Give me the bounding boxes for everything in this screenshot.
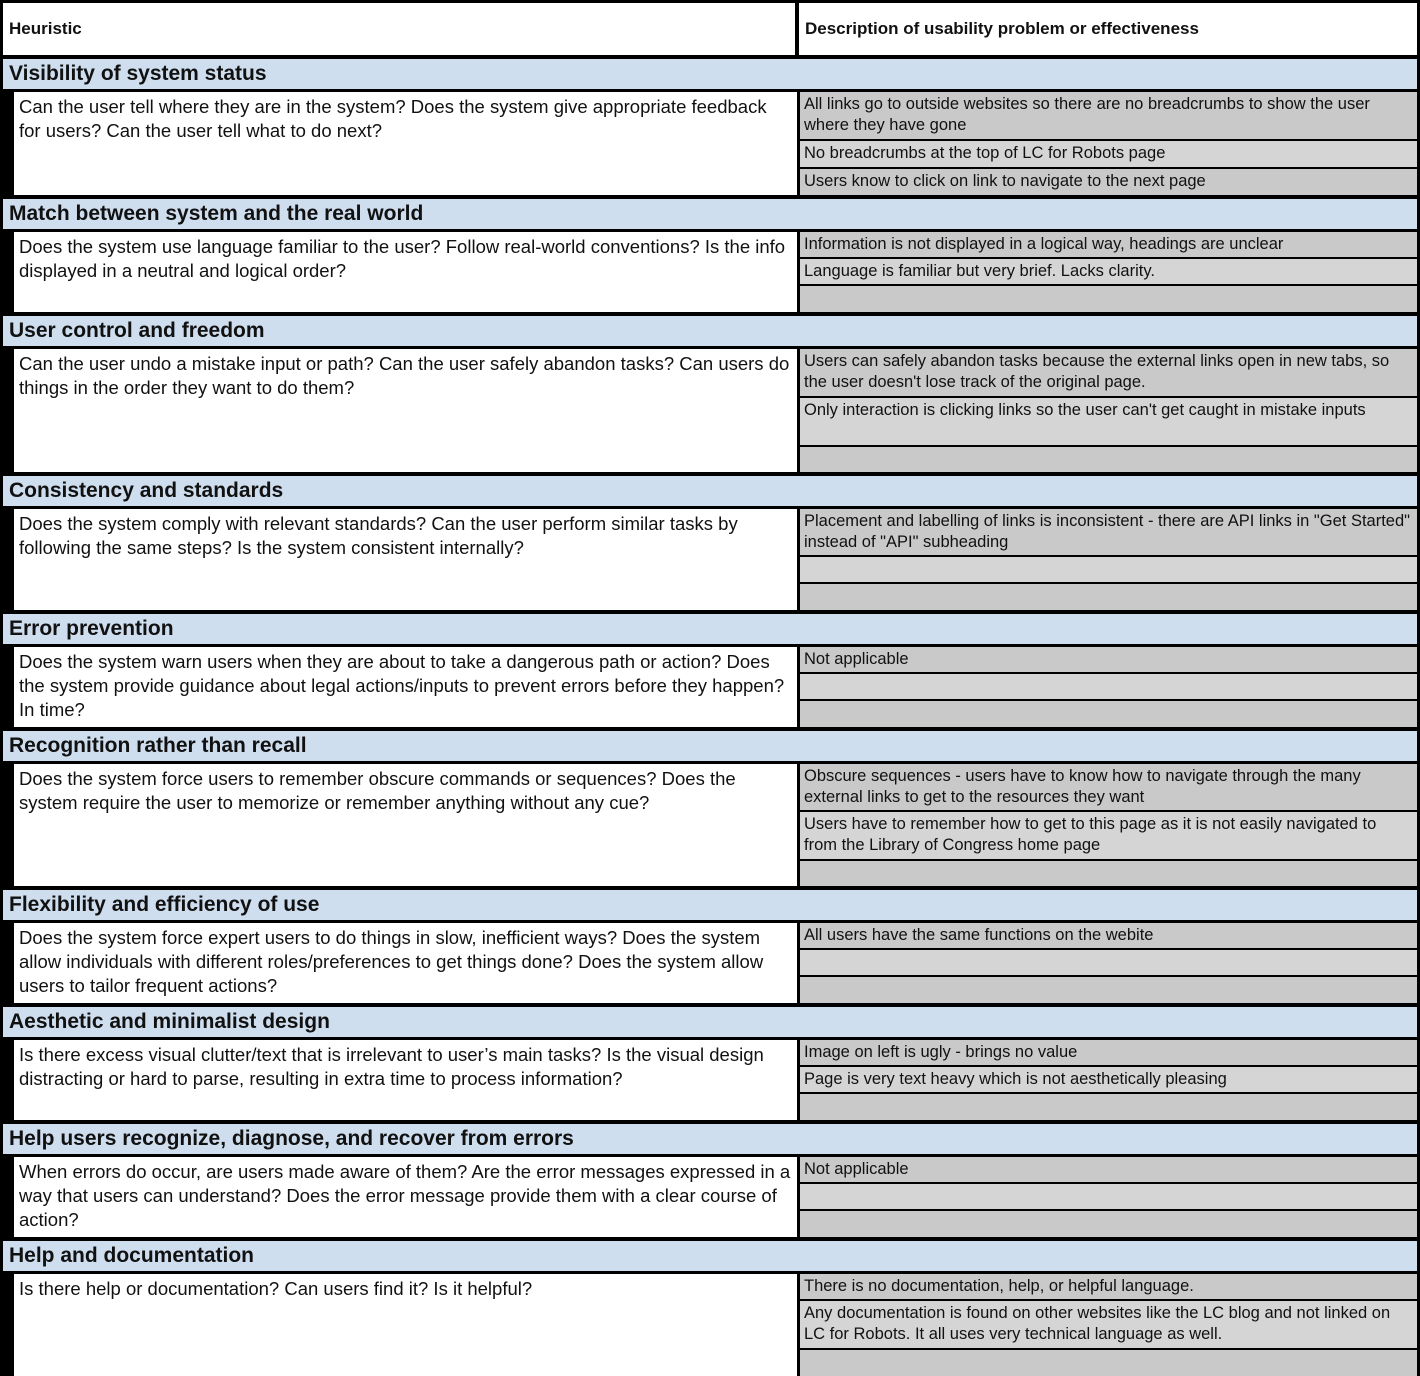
section-title: Help and documentation: [3, 1241, 1417, 1271]
answer-cell: [800, 1350, 1417, 1376]
section-title: Recognition rather than recall: [3, 731, 1417, 761]
answer-cell: [800, 1184, 1417, 1209]
answer-cell: All links go to outside websites so there are no breadcrumbs to show the user where they have gone: [800, 92, 1417, 139]
answer-cell: Image on left is ugly - brings no value: [800, 1040, 1417, 1065]
heuristic-question: Does the system use language familiar to the user? Follow real-world conventions? Is the info displayed in a neutral and logical order?: [14, 232, 797, 312]
heuristic-question: Does the system comply with relevant standards? Can the user perform similar tasks by following the same steps? Is the system consistent internally?: [14, 509, 797, 610]
answer-cell: Language is familiar but very brief. Lacks clarity.: [800, 259, 1417, 284]
answer-cell: [800, 447, 1417, 472]
answer-cell: Not applicable: [800, 647, 1417, 672]
heuristic-question: Can the user undo a mistake input or path? Can the user safely abandon tasks? Can users do things in the order they want to do them?: [14, 349, 797, 472]
answer-cell: Not applicable: [800, 1157, 1417, 1182]
answer-cell: [800, 557, 1417, 582]
answer-cell: Only interaction is clicking links so the user can't get caught in mistake inputs: [800, 398, 1417, 445]
section-match-system-real-world: [3, 199, 1417, 312]
heuristic-question: Does the system force users to remember obscure commands or sequences? Does the system require the user to memorize or remember anything without any cue?: [14, 764, 797, 886]
answer-cell: All users have the same functions on the webite: [800, 923, 1417, 948]
answer-cell: Placement and labelling of links is inconsistent - there are API links in "Get Started" instead of "API" subheading: [800, 509, 1417, 555]
answer-cell: No breadcrumbs at the top of LC for Robots page: [800, 141, 1417, 167]
answer-cell: [800, 861, 1417, 886]
section-recognition-rather-than-recall: [3, 731, 1417, 886]
answer-cell: [800, 286, 1417, 312]
section-title: Match between system and the real world: [3, 199, 1417, 229]
answer-cell: [800, 977, 1417, 1003]
answer-cell: [800, 1211, 1417, 1237]
answer-cell: Information is not displayed in a logical way, headings are unclear: [800, 232, 1417, 257]
heuristic-question: Is there help or documentation? Can users find it? Is it helpful?: [14, 1274, 797, 1376]
header-description: Description of usability problem or effectiveness: [799, 3, 1417, 55]
answer-cell: Any documentation is found on other websites like the LC blog and not linked on LC for Robots. It all uses very technical language as well.: [800, 1301, 1417, 1348]
answer-cell: Users can safely abandon tasks because the external links open in new tabs, so the user doesn't lose track of the original page.: [800, 349, 1417, 396]
section-title: Error prevention: [3, 614, 1417, 644]
answer-cell: There is no documentation, help, or helpful language.: [800, 1274, 1417, 1299]
heuristic-question: Is there excess visual clutter/text that is irrelevant to user’s main tasks? Is the visual design distracting or hard to parse, resulting in extra time to process information?: [14, 1040, 797, 1120]
heuristic-question: Does the system force expert users to do things in slow, inefficient ways? Does the system allow individuals with different roles/preferences to get things done? Does the system allow users to tailor frequent actions?: [14, 923, 797, 1003]
section-help-recover-from-errors: [3, 1124, 1417, 1237]
heuristic-question: Does the system warn users when they are about to take a dangerous path or action? Does the system provide guidance about legal actions/inputs to prevent errors before they happen? In time?: [14, 647, 797, 727]
answer-cell: Users know to click on link to navigate to the next page: [800, 169, 1417, 195]
section-help-and-documentation: [3, 1241, 1417, 1376]
section-title: Aesthetic and minimalist design: [3, 1007, 1417, 1037]
section-flexibility-and-efficiency: [3, 890, 1417, 1003]
section-aesthetic-and-minimalist-design: [3, 1007, 1417, 1120]
header-heuristic: Heuristic: [3, 3, 795, 55]
answer-cell: [800, 950, 1417, 975]
answer-cell: Page is very text heavy which is not aesthetically pleasing: [800, 1067, 1417, 1092]
section-error-prevention: [3, 614, 1417, 727]
section-title: User control and freedom: [3, 316, 1417, 346]
answer-cell: [800, 584, 1417, 610]
section-title: Help users recognize, diagnose, and recover from errors: [3, 1124, 1417, 1154]
answer-cell: [800, 674, 1417, 699]
answer-cell: Users have to remember how to get to this page as it is not easily navigated to from the Library of Congress home page: [800, 812, 1417, 859]
answer-cell: [800, 1094, 1417, 1120]
section-consistency-and-standards: [3, 476, 1417, 610]
section-title: Flexibility and efficiency of use: [3, 890, 1417, 920]
heuristic-question: When errors do occur, are users made aware of them? Are the error messages expressed in a way that users can understand? Does the error message provide them with a clear course of action?: [14, 1157, 797, 1237]
section-user-control-and-freedom: [3, 316, 1417, 472]
section-visibility-of-system-status: [3, 59, 1417, 195]
answer-cell: Obscure sequences - users have to know how to navigate through the many external links to get to the resources they want: [800, 764, 1417, 810]
heuristic-question: Can the user tell where they are in the system? Does the system give appropriate feedback for users? Can the user tell what to do next?: [14, 92, 797, 195]
section-title: Consistency and standards: [3, 476, 1417, 506]
section-title: Visibility of system status: [3, 59, 1417, 89]
table-header-row: [3, 3, 1417, 55]
answer-cell: [800, 701, 1417, 727]
